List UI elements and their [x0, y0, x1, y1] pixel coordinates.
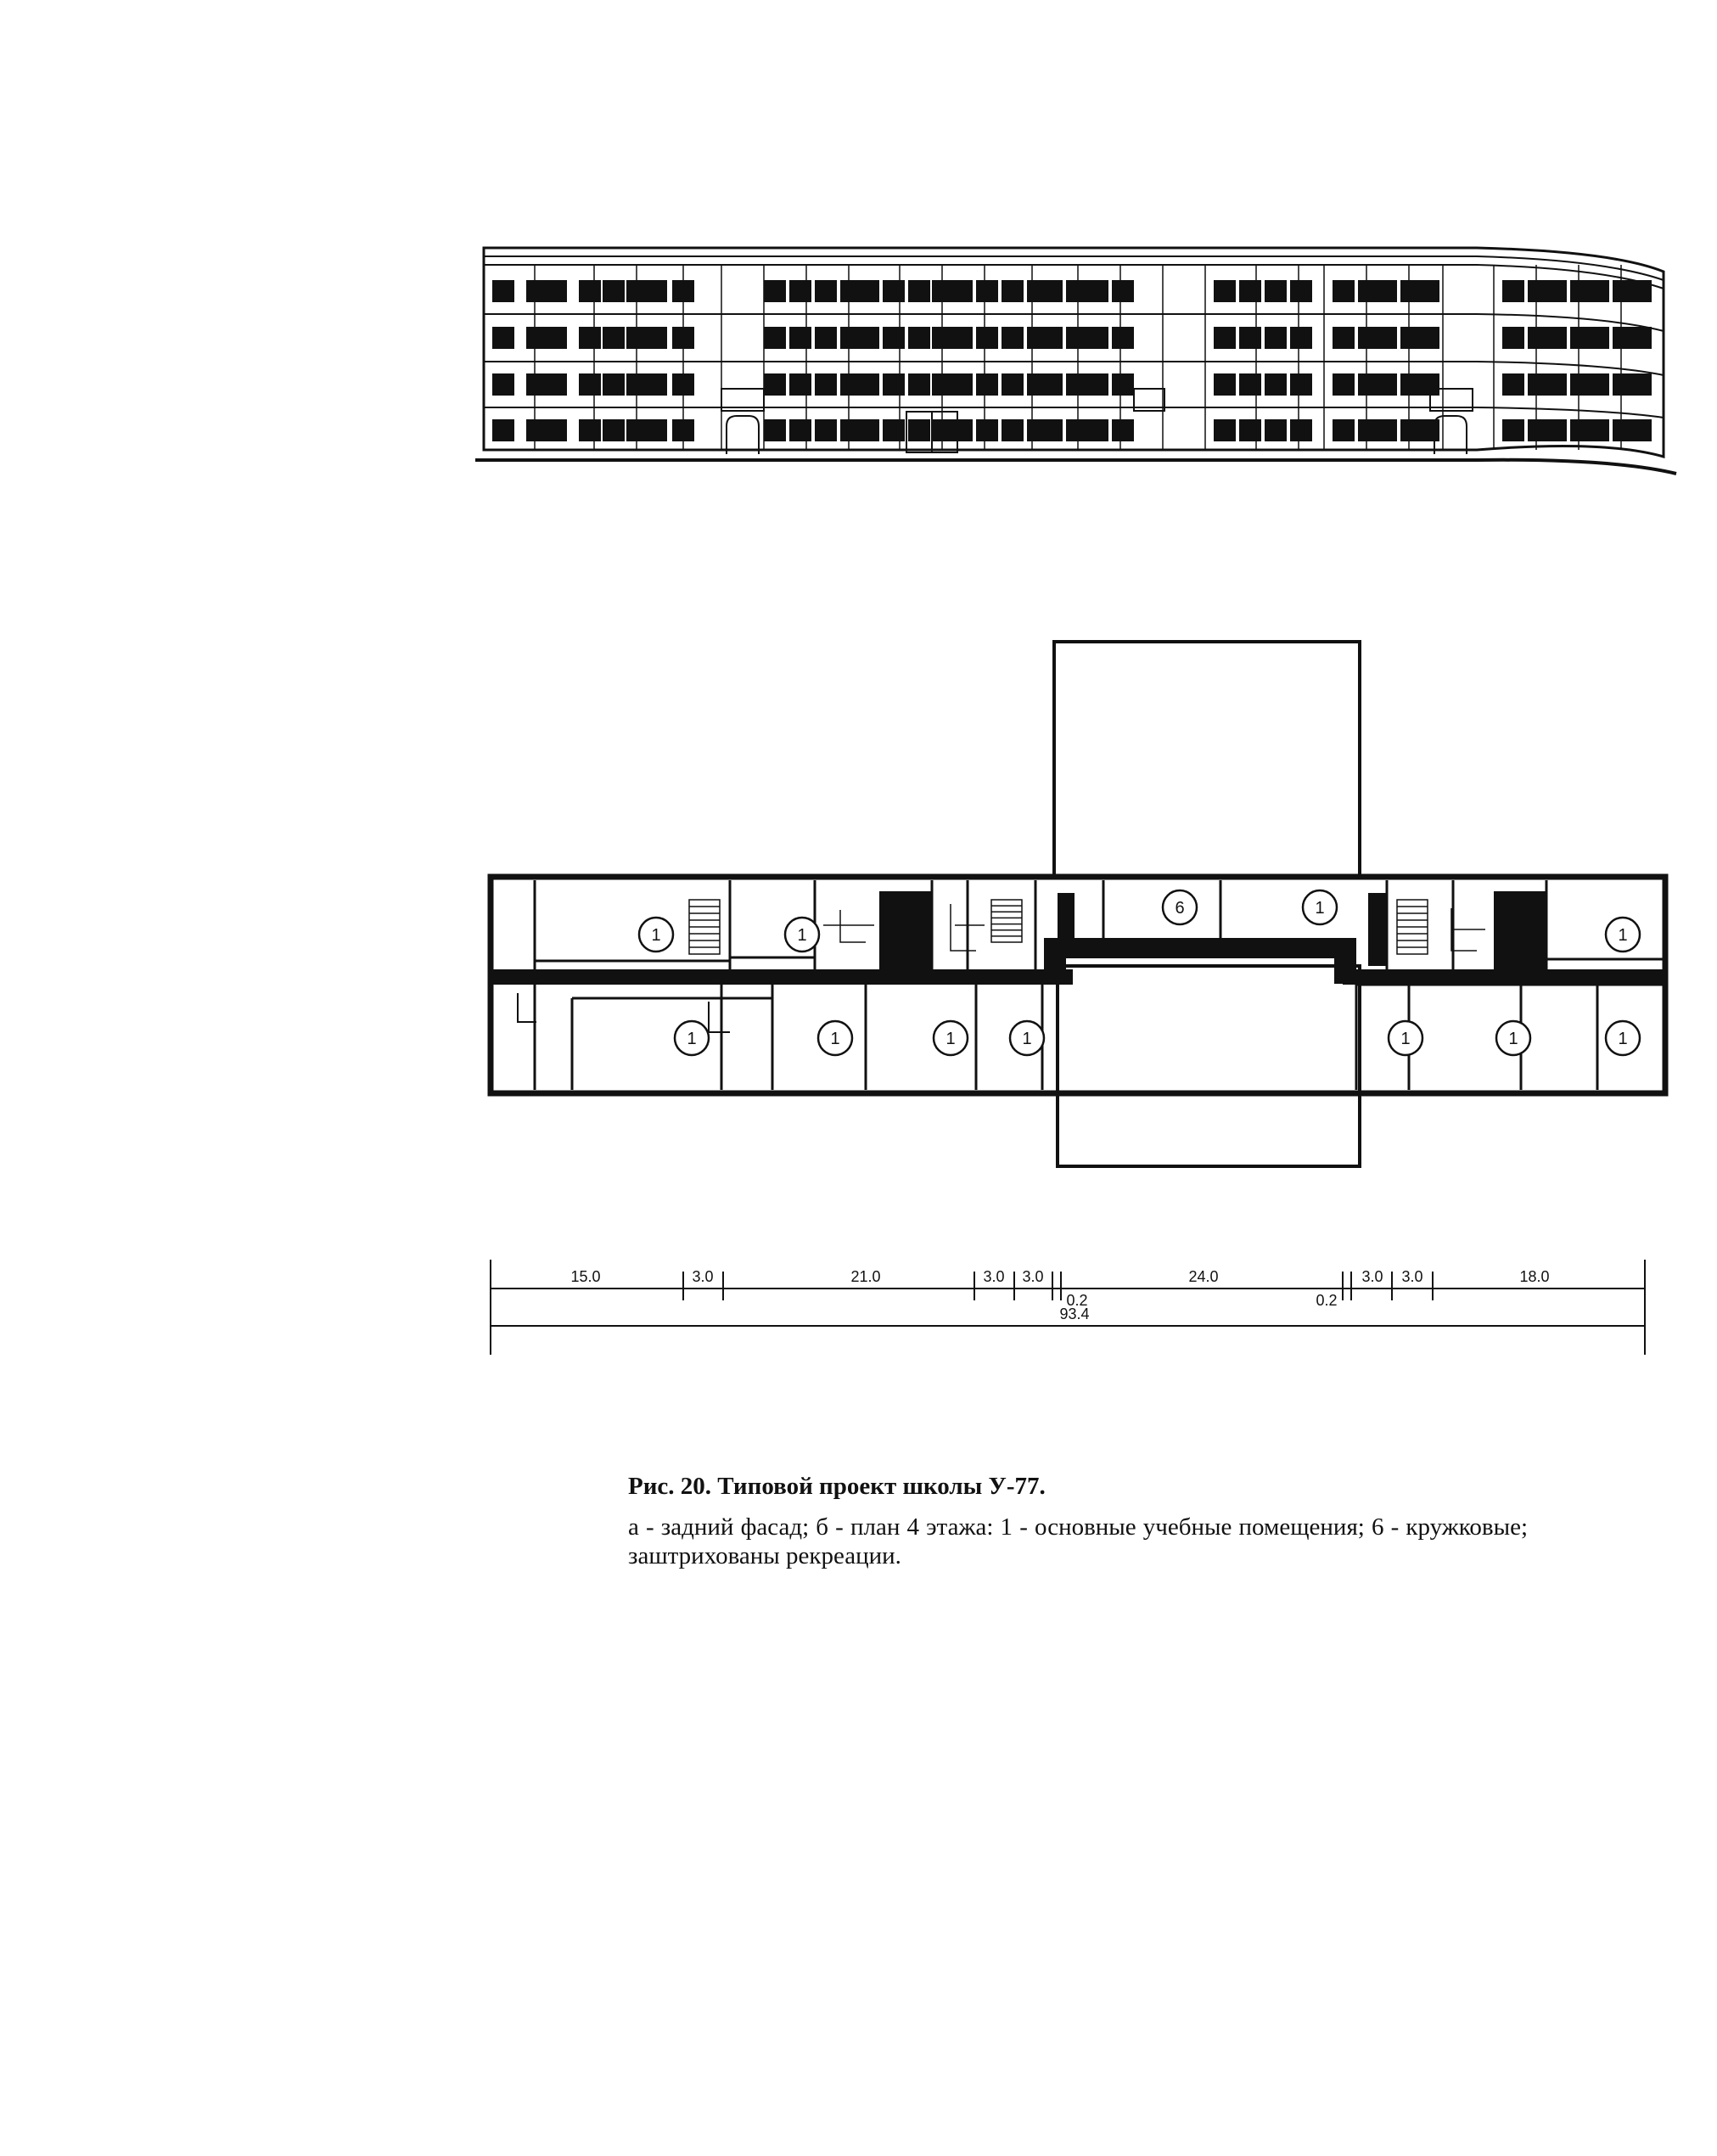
facade-window [1417, 419, 1439, 441]
facade-window [672, 419, 694, 441]
facade-window [1002, 280, 1024, 302]
facade-window [1066, 373, 1088, 396]
facade-window [672, 327, 694, 349]
svg-text:1: 1 [687, 1030, 697, 1048]
figure-caption [628, 1473, 1528, 1570]
facade-window [1214, 373, 1236, 396]
dimension-label-segment: 3.0 [692, 1268, 714, 1285]
facade-window [1417, 327, 1439, 349]
facade-window [815, 373, 837, 396]
facade-window [1086, 327, 1108, 349]
room-number-marker [1496, 1021, 1530, 1055]
facade-window [1333, 419, 1355, 441]
facade-window [579, 327, 601, 349]
facade-window [1417, 280, 1439, 302]
facade-window [1214, 327, 1236, 349]
facade-window [1066, 419, 1088, 441]
svg-text:1: 1 [1315, 899, 1325, 918]
facade-window [1214, 280, 1236, 302]
svg-text:1: 1 [830, 1030, 840, 1048]
facade-window [672, 373, 694, 396]
room-number-marker [1606, 918, 1640, 952]
facade-window [1066, 280, 1088, 302]
facade-window [976, 327, 998, 349]
facade-window [1239, 327, 1261, 349]
facade-window [908, 327, 930, 349]
room-number-marker [1010, 1021, 1044, 1055]
facade-window [1630, 280, 1652, 302]
facade-window [1333, 280, 1355, 302]
facade-window [1587, 327, 1609, 349]
dimension-lines [475, 1248, 1672, 1367]
facade-window [1290, 327, 1312, 349]
facade-window [1112, 373, 1134, 396]
facade-window [1086, 373, 1108, 396]
facade-window [908, 419, 930, 441]
room-number-marker [1606, 1021, 1640, 1055]
facade-window [603, 373, 625, 396]
facade-window [883, 280, 905, 302]
facade-window [789, 280, 811, 302]
facade-window [645, 373, 667, 396]
facade-window [1112, 419, 1134, 441]
figure-legend: а - задний фасад; б - план 4 этажа: 1 - основные учебные помещения; 6 - кружковые; заштрихованы рекреации. [628, 1513, 1528, 1569]
svg-text:1: 1 [1618, 926, 1628, 945]
facade-window [645, 327, 667, 349]
dimension-label-small: 0.2 [1066, 1292, 1088, 1309]
svg-text:1: 1 [1508, 1030, 1518, 1048]
facade-window [1375, 373, 1397, 396]
facade-window [764, 373, 786, 396]
facade-window [789, 419, 811, 441]
room-number-marker [675, 1021, 709, 1055]
facade-window [492, 327, 514, 349]
facade-window [1375, 419, 1397, 441]
facade-window [764, 280, 786, 302]
facade-window [492, 373, 514, 396]
facade-window [1630, 327, 1652, 349]
svg-text:1: 1 [945, 1030, 956, 1048]
svg-text:1: 1 [1400, 1030, 1411, 1048]
facade-window [951, 327, 973, 349]
facade-window [1333, 373, 1355, 396]
facade-window [579, 419, 601, 441]
facade-window [1265, 327, 1287, 349]
facade-window [1417, 373, 1439, 396]
facade-window [1002, 419, 1024, 441]
facade-window [883, 327, 905, 349]
facade-window [1502, 419, 1524, 441]
room-number-marker [785, 918, 819, 952]
facade-window [1545, 373, 1567, 396]
room-number-marker [934, 1021, 968, 1055]
facade-window [1066, 327, 1088, 349]
dimension-label-segment: 21.0 [850, 1268, 881, 1285]
facade-window [1587, 419, 1609, 441]
facade-window [1587, 373, 1609, 396]
svg-text:1: 1 [1618, 1030, 1628, 1048]
facade-window [645, 280, 667, 302]
dimension-label-segment: 3.0 [983, 1268, 1005, 1285]
facade-window [789, 373, 811, 396]
facade-window [1239, 419, 1261, 441]
rear-facade-drawing [475, 246, 1681, 484]
facade-window [764, 327, 786, 349]
dimension-label-segment: 24.0 [1188, 1268, 1219, 1285]
room-number-marker [1389, 1021, 1422, 1055]
facade-window [1214, 419, 1236, 441]
facade-window [815, 327, 837, 349]
facade-window [603, 327, 625, 349]
facade-window [976, 419, 998, 441]
facade-window [1239, 373, 1261, 396]
facade-window [815, 280, 837, 302]
facade-window [951, 280, 973, 302]
facade-window [1290, 280, 1312, 302]
facade-window [789, 327, 811, 349]
svg-text:6: 6 [1175, 899, 1185, 918]
facade-window [1041, 280, 1063, 302]
facade-window [951, 419, 973, 441]
facade-window [603, 280, 625, 302]
facade-window [1545, 327, 1567, 349]
facade-window [976, 280, 998, 302]
facade-window [951, 373, 973, 396]
facade-window [1002, 327, 1024, 349]
figure-title: Рис. 20. Типовой проект школы У-77. [628, 1473, 1046, 1500]
dimension-label-total: 93.4 [1059, 1305, 1090, 1322]
svg-text:1: 1 [797, 926, 807, 945]
dimension-label-small: 0.2 [1316, 1292, 1338, 1309]
facade-window [672, 280, 694, 302]
facade-window [908, 280, 930, 302]
facade-window [1041, 419, 1063, 441]
facade-window [1265, 280, 1287, 302]
facade-window [1086, 280, 1108, 302]
facade-window [545, 327, 567, 349]
facade-window [1333, 327, 1355, 349]
facade-window [1545, 280, 1567, 302]
facade-window [1041, 373, 1063, 396]
facade-window [1112, 280, 1134, 302]
facade-window [1290, 419, 1312, 441]
facade-window [1265, 419, 1287, 441]
facade-window [492, 280, 514, 302]
facade-window [815, 419, 837, 441]
facade-window [1375, 280, 1397, 302]
facade-window [603, 419, 625, 441]
facade-window [1041, 327, 1063, 349]
facade-window [1502, 373, 1524, 396]
facade-window [1112, 327, 1134, 349]
facade-window [908, 373, 930, 396]
facade-window [1265, 373, 1287, 396]
facade-window [976, 373, 998, 396]
dimension-label-segment: 15.0 [570, 1268, 601, 1285]
facade-window [545, 373, 567, 396]
facade-window [545, 419, 567, 441]
facade-window [579, 280, 601, 302]
facade-window [857, 419, 879, 441]
room-number-marker [1163, 890, 1197, 924]
svg-text:1: 1 [1022, 1030, 1032, 1048]
facade-window [492, 419, 514, 441]
facade-window [1239, 280, 1261, 302]
facade-window [645, 419, 667, 441]
facade-window [857, 327, 879, 349]
dimension-label-segment: 3.0 [1401, 1268, 1423, 1285]
room-number-marker [639, 918, 673, 952]
facade-window [1290, 373, 1312, 396]
facade-window [857, 280, 879, 302]
facade-window [1502, 327, 1524, 349]
facade-window [857, 373, 879, 396]
facade-window [883, 373, 905, 396]
room-number-marker [1303, 890, 1337, 924]
dimension-label-segment: 3.0 [1361, 1268, 1383, 1285]
dimension-label-segment: 18.0 [1519, 1268, 1550, 1285]
facade-window [1587, 280, 1609, 302]
facade-window [764, 419, 786, 441]
facade-window [883, 419, 905, 441]
facade-window [1545, 419, 1567, 441]
facade-window [1630, 373, 1652, 396]
facade-window [545, 280, 567, 302]
facade-window [1086, 419, 1108, 441]
facade-window [1630, 419, 1652, 441]
floor-plan-drawing [475, 637, 1672, 1197]
facade-window [1002, 373, 1024, 396]
facade-window [579, 373, 601, 396]
room-number-marker [818, 1021, 852, 1055]
svg-text:1: 1 [651, 926, 661, 945]
dimension-label-segment: 3.0 [1022, 1268, 1044, 1285]
facade-window [1502, 280, 1524, 302]
facade-window [1375, 327, 1397, 349]
